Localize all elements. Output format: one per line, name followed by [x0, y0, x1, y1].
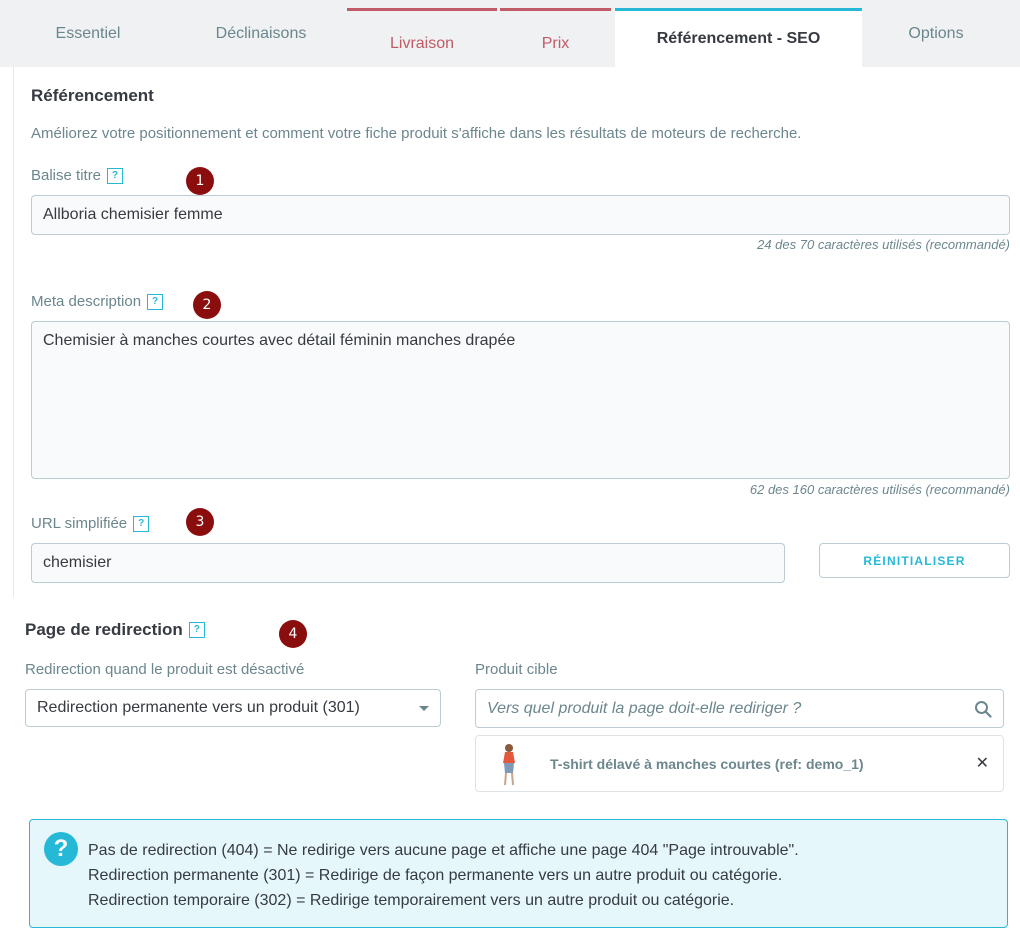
meta-description-counter: 62 des 160 caractères utilisés (recommandé)	[749, 482, 1010, 497]
friendly-url-label-text: URL simplifiée	[31, 515, 128, 532]
info-line-404: Pas de redirection (404) = Ne redirige vers aucune page et affiche une page 404 "Page introuvable".	[88, 842, 799, 859]
help-icon[interactable]: ?	[107, 168, 123, 184]
meta-title-input[interactable]: Allboria chemisier femme	[31, 195, 1010, 235]
tab-livraison[interactable]: Livraison	[347, 8, 497, 67]
product-tabs	[0, 0, 1020, 67]
target-product-placeholder: Vers quel produit la page doit-elle rediriger ?	[487, 699, 802, 717]
redirect-title: Page de redirection	[25, 620, 183, 639]
help-circle-icon: ?	[44, 832, 78, 866]
product-thumbnail	[480, 739, 540, 789]
redirect-type-value: Redirection permanente vers un produit (301)	[37, 699, 360, 716]
step-badge-4: 4	[279, 620, 307, 648]
search-icon[interactable]	[974, 700, 992, 718]
redirect-type-label: Redirection quand le produit est désactivé	[25, 661, 305, 678]
friendly-url-input[interactable]: chemisier	[31, 543, 785, 583]
reset-url-button[interactable]: RÉINITIALISER	[819, 543, 1010, 578]
redirect-info-alert	[29, 819, 1008, 928]
tab-prix[interactable]: Prix	[500, 8, 611, 67]
friendly-url-label	[31, 515, 149, 532]
tab-declinaisons[interactable]: Déclinaisons	[215, 24, 307, 42]
meta-description-textarea[interactable]: Chemisier à manches courtes avec détail féminin manches drapée	[31, 321, 1010, 479]
info-line-301: Redirection permanente (301) = Redirige de façon permanente vers un autre produit ou catégorie.	[88, 867, 783, 884]
meta-title-label-text: Balise titre	[31, 167, 102, 184]
target-product-label: Produit cible	[475, 661, 558, 678]
chevron-down-icon	[419, 706, 429, 711]
info-lines	[88, 838, 799, 913]
tab-seo[interactable]: Référencement - SEO	[615, 8, 862, 67]
seo-title: Référencement	[31, 86, 154, 105]
redirect-type-select[interactable]	[25, 689, 441, 727]
tab-options[interactable]: Options	[908, 24, 964, 42]
step-badge-1: 1	[186, 167, 214, 195]
step-badge-3: 3	[186, 508, 214, 536]
help-icon[interactable]: ?	[189, 622, 205, 638]
meta-description-label-text: Meta description	[31, 293, 142, 310]
close-icon[interactable]: ✕	[975, 755, 989, 772]
step-badge-2: 2	[193, 291, 221, 319]
info-line-302: Redirection temporaire (302) = Redirige temporairement vers un autre produit ou catégorie.	[88, 892, 735, 909]
meta-title-label	[31, 167, 123, 184]
target-product-name: T-shirt délavé à manches courtes (ref: demo_1)	[550, 755, 864, 772]
redirect-title-row	[25, 620, 205, 640]
target-product-search[interactable]	[475, 689, 1004, 728]
seo-subtitle: Améliorez votre positionnement et comment votre fiche produit s'affiche dans les résultats de moteurs de recherche.	[31, 125, 802, 142]
meta-title-counter: 24 des 70 caractères utilisés (recommandé)	[757, 237, 1010, 252]
tab-essentiel[interactable]: Essentiel	[55, 24, 121, 42]
meta-description-label	[31, 293, 163, 310]
help-icon[interactable]: ?	[133, 516, 149, 532]
target-product-card	[475, 735, 1004, 792]
help-icon[interactable]: ?	[147, 294, 163, 310]
